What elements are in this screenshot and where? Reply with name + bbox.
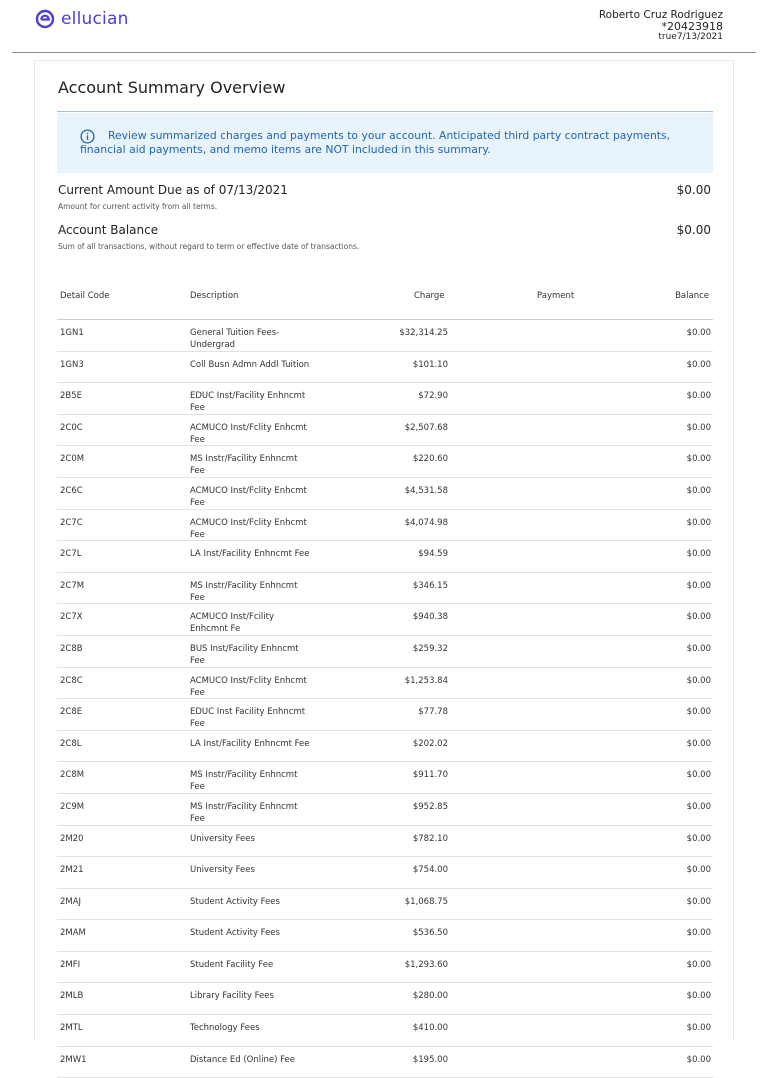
balance-cell: $0.00 — [686, 896, 711, 907]
charge-cell: $940.38 — [412, 612, 448, 623]
description-cell: LA Inst/Facility Enhncmt Fee — [190, 738, 310, 749]
charge-cell: $32,314.25 — [399, 328, 448, 338]
detail-code-cell: 2C9M — [60, 801, 85, 812]
description-cell: EDUC Inst/Facility Enhncmt Fee — [190, 391, 306, 414]
description-cell: Library Facility Fees — [190, 991, 274, 1002]
description-cell: EDUC Inst Facility Enhncmt Fee — [190, 707, 306, 730]
charge-cell: $1,068.75 — [404, 896, 448, 907]
description-cell: ACMUCO Inst/Fcility Enhcmnt Fe — [190, 612, 275, 635]
balance-cell: $0.00 — [686, 485, 711, 496]
balance-cell: $0.00 — [686, 359, 711, 370]
table-row — [57, 857, 713, 889]
user-name: Roberto Cruz Rodriguez — [598, 9, 723, 21]
detail-code-cell: 2C8C — [60, 675, 83, 686]
table-row — [57, 604, 713, 636]
description-cell: Student Activity Fees — [190, 896, 280, 907]
table-row — [57, 1015, 713, 1047]
detail-code-cell: 2MFI — [60, 959, 81, 970]
charge-cell: $280.00 — [412, 991, 448, 1002]
description-cell: MS Instr/Facility Enhncmt Fee — [190, 454, 298, 477]
column-header-balance[interactable]: Balance — [675, 291, 709, 301]
description-cell: ACMUCO Inst/Fclity Enhcmt Fee — [190, 422, 307, 445]
detail-code-cell: 2C7X — [60, 612, 83, 623]
current-amount-due-label: Current Amount Due as of 07/13/2021 — [58, 183, 288, 197]
detail-code-cell: 2C7M — [60, 580, 85, 591]
description-cell: Coll Busn Admn Addl Tuition — [190, 359, 310, 370]
description-cell: ACMUCO Inst/Fclity Enhcmt Fee — [190, 517, 307, 540]
charge-cell: $259.32 — [412, 643, 448, 654]
balance-cell: $0.00 — [686, 928, 711, 939]
detail-code-cell: 2MAM — [60, 928, 86, 939]
charge-cell: $1,293.60 — [404, 959, 448, 970]
balance-cell: $0.00 — [686, 865, 711, 876]
table-row — [57, 510, 713, 542]
charge-cell: $1,253.84 — [404, 675, 448, 686]
table-row — [57, 731, 713, 763]
user-info[interactable] — [599, 10, 723, 43]
balance-cell: $0.00 — [686, 1023, 711, 1034]
balance-cell: $0.00 — [686, 738, 711, 749]
charge-cell: $911.70 — [412, 770, 448, 781]
description-cell: ACMUCO Inst/Fclity Enhcmt Fee — [190, 675, 307, 698]
description-cell: MS Instr/Facility Enhncmt Fee — [190, 580, 298, 603]
detail-code-cell: 2C0C — [60, 422, 83, 433]
detail-code-cell: 2C7L — [60, 549, 82, 560]
info-notice-text: Review summarized charges and payments to your account. Anticipated third party contract payments, financial aid payments, and memo items are NOT included in this summary. — [80, 129, 671, 156]
detail-code-cell: 1GN3 — [60, 359, 84, 370]
balance-cell: $0.00 — [686, 675, 711, 686]
table-row — [57, 636, 713, 668]
detail-code-cell: 2MTL — [60, 1023, 83, 1034]
charges-table — [57, 283, 713, 1078]
column-header-description[interactable]: Description — [190, 291, 239, 301]
balance-cell: $0.00 — [686, 1054, 711, 1065]
detail-code-cell: 2C8L — [60, 738, 82, 749]
account-balance-label: Account Balance — [58, 223, 159, 237]
charge-cell: $2,507.68 — [404, 422, 448, 433]
description-cell: LA Inst/Facility Enhncmt Fee — [190, 549, 310, 560]
description-cell: MS Instr/Facility Enhncmt Fee — [190, 801, 298, 824]
charge-cell: $782.10 — [412, 833, 448, 844]
description-cell: Student Activity Fees — [190, 928, 280, 939]
table-row — [57, 1047, 713, 1078]
top-bar — [0, 0, 768, 54]
charge-cell: $952.85 — [412, 801, 448, 812]
description-cell: BUS Inst/Facility Enhncmt Fee — [190, 643, 299, 666]
detail-code-cell: 2MLB — [60, 991, 84, 1002]
table-row — [57, 889, 713, 921]
charge-cell: $536.50 — [412, 928, 448, 939]
table-row — [57, 352, 713, 384]
table-row — [57, 952, 713, 984]
title-divider — [57, 111, 713, 112]
detail-code-cell: 2C6C — [60, 485, 83, 496]
balance-cell: $0.00 — [686, 991, 711, 1002]
charge-cell: $94.59 — [418, 549, 448, 560]
balance-cell: $0.00 — [686, 833, 711, 844]
charge-cell: $195.00 — [412, 1054, 448, 1065]
charge-cell: $410.00 — [412, 1023, 448, 1034]
table-row — [57, 320, 713, 352]
current-amount-due-note: Amount for current activity from all terms. — [58, 202, 218, 211]
description-cell: Technology Fees — [190, 1023, 260, 1034]
table-row — [57, 541, 713, 573]
balance-cell: $0.00 — [686, 643, 711, 654]
table-row — [57, 920, 713, 952]
brand-name: ellucian — [61, 9, 129, 29]
user-date: true7/13/2021 — [658, 32, 723, 42]
detail-code-cell: 2C8E — [60, 707, 83, 718]
balance-cell: $0.00 — [686, 580, 711, 591]
balance-cell: $0.00 — [686, 422, 711, 433]
charge-cell: $220.60 — [412, 454, 448, 465]
charge-cell: $346.15 — [412, 580, 448, 591]
description-cell: ACMUCO Inst/Fclity Enhcmt Fee — [190, 485, 307, 508]
description-cell: Student Facility Fee — [190, 959, 274, 970]
table-row — [57, 826, 713, 858]
charge-cell: $101.10 — [412, 359, 448, 370]
charge-cell: $4,074.98 — [404, 517, 448, 528]
current-amount-due-value: $0.00 — [676, 183, 711, 197]
table-row — [57, 762, 713, 794]
column-header-payment[interactable]: Payment — [537, 291, 575, 301]
user-id: *20423918 — [661, 20, 723, 33]
balance-cell: $0.00 — [686, 770, 711, 781]
detail-code-cell: 2C0M — [60, 454, 85, 465]
detail-code-cell: 2B5E — [60, 391, 83, 402]
table-row — [57, 415, 713, 447]
detail-code-cell: 2C7C — [60, 517, 83, 528]
brand-logo[interactable] — [35, 9, 129, 29]
table-row — [57, 668, 713, 700]
detail-code-cell: 1GN1 — [60, 328, 84, 338]
account-balance-value: $0.00 — [676, 223, 711, 237]
page-title: Account Summary Overview — [58, 78, 286, 97]
charge-cell: $77.78 — [418, 707, 448, 718]
header-divider — [12, 52, 756, 53]
description-cell: General Tuition Fees- Undergrad — [190, 328, 280, 350]
charge-cell: $4,531.58 — [404, 485, 448, 496]
detail-code-cell: 2MW1 — [60, 1054, 87, 1065]
detail-code-cell: 2C8B — [60, 643, 83, 654]
detail-code-cell: 2M20 — [60, 833, 84, 844]
info-notice — [57, 113, 713, 173]
balance-cell: $0.00 — [686, 391, 711, 402]
description-cell: University Fees — [190, 865, 255, 876]
balance-cell: $0.00 — [686, 707, 711, 718]
table-row — [57, 446, 713, 478]
detail-code-cell: 2M21 — [60, 865, 84, 876]
table-row — [57, 383, 713, 415]
table-header — [57, 283, 713, 320]
balance-cell: $0.00 — [686, 801, 711, 812]
table-body — [57, 320, 713, 1078]
charge-cell: $202.02 — [412, 738, 448, 749]
detail-code-cell: 2MAJ — [60, 896, 82, 907]
ellucian-logo-icon — [35, 9, 55, 29]
table-row — [57, 983, 713, 1015]
balance-cell: $0.00 — [686, 328, 711, 338]
table-row — [57, 699, 713, 731]
balance-cell: $0.00 — [686, 959, 711, 970]
description-cell: MS Instr/Facility Enhncmt Fee — [190, 770, 298, 793]
balance-cell: $0.00 — [686, 454, 711, 465]
description-cell: University Fees — [190, 833, 255, 844]
balance-cell: $0.00 — [686, 517, 711, 528]
column-header-detail-code[interactable]: Detail Code — [60, 291, 110, 301]
charge-cell: $754.00 — [412, 865, 448, 876]
charge-cell: $72.90 — [418, 391, 448, 402]
description-cell: Distance Ed (Online) Fee — [190, 1054, 295, 1065]
table-row — [57, 573, 713, 605]
detail-code-cell: 2C8M — [60, 770, 85, 781]
table-row — [57, 478, 713, 510]
account-balance-note: Sum of all transactions, without regard to term or effective date of transactions. — [58, 242, 360, 251]
table-row — [57, 794, 713, 826]
account-summary-card — [34, 60, 734, 1065]
column-header-charge[interactable]: Charge — [414, 291, 445, 301]
balance-cell: $0.00 — [686, 549, 711, 560]
balance-cell: $0.00 — [686, 612, 711, 623]
